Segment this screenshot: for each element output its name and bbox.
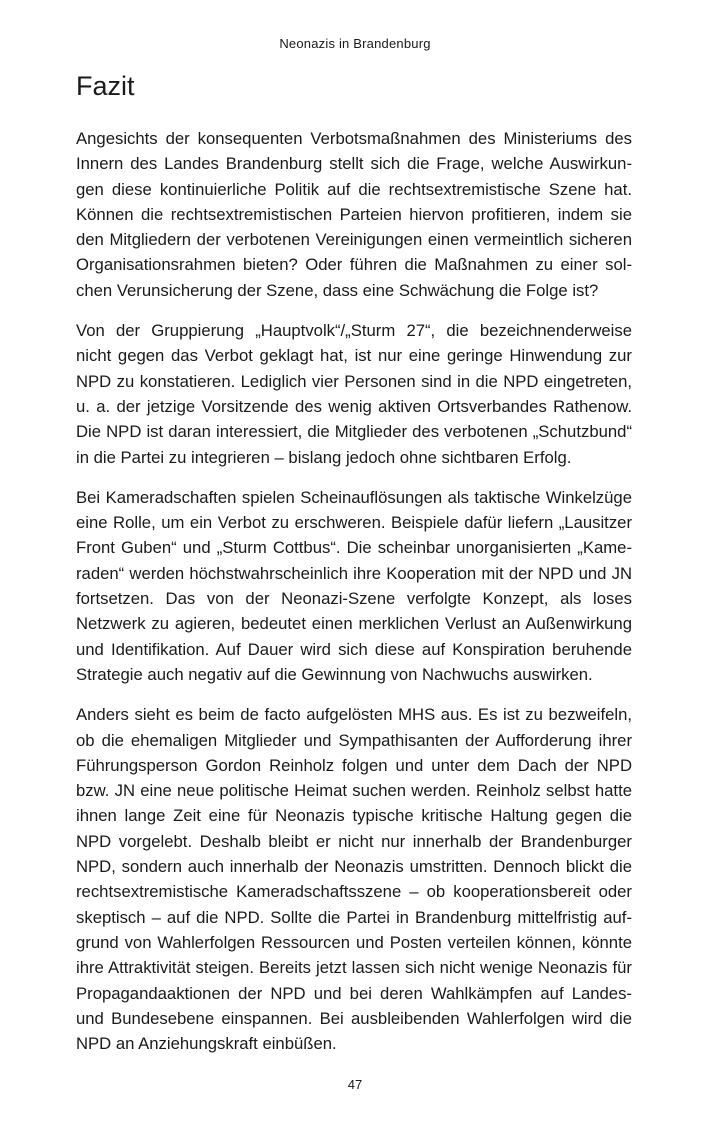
paragraph-3: Bei Kameradschaften spielen Scheinauflösungen als taktische Winkelzüge eine Rolle, um ein Verbot zu erschweren. Beispiele dafür liefern „Lausitzer Front Guben“ und „Sturm Cottbus“. Die scheinbar unorganisierten „Kameraden“ werden höchstwahrscheinlich ihre Kooperation mit der NPD und JN fortsetzen. Das von der Neonazi-Szene verfolgte Konzept, als loses Netzwerk zu agieren, bedeutet einen merklichen Verlust an Außenwirkung und Identifikation. Auf Dauer wird sich diese auf Konspiration beruhende Strategie auch negativ auf die Gewinnung von Nachwuchs auswirken. — [76, 487, 632, 684]
page-number: 47 — [347, 1077, 363, 1092]
paragraph-4: Anders sieht es beim de facto aufgelösten MHS aus. Es ist zu bezweifeln, ob die ehemaligen Mitglieder und Sympathisanten der Aufforderung ihrer Führungsperson Gordon Reinholz folgen und unter dem Dach der NPD bzw. JN eine neue politische Heimat suchen werden. Reinholz selbst hatte ihnen lange Zeit eine für Neonazis typische kritische Haltung gegen die NPD vorgelebt. Deshalb bleibt er nicht nur innerhalb der Brandenburger NPD, sondern auch innerhalb der Neonazis umstritten. Dennoch blickt die rechtsextremistische Kameradschaftsszene – ob kooperationsbereit oder skeptisch – auf die NPD. Sollte die Partei in Brandenburg mittelfristig aufgrund von Wahlerfolgen Ressourcen und Posten verteilen können, könnte ihre Attraktivität steigen. Bereits jetzt lassen sich nicht wenige Neonazis für Propagandaaktionen der NPD und bei deren Wahlkämpfen auf Landes- und Bundesebene einspannen. Bei ausbleibenden Wahlerfolgen wird die NPD an Anziehungskraft einbüßen. — [76, 705, 632, 1054]
section-title: Fazit — [76, 71, 135, 101]
paragraph-2: Von der Gruppierung „Hauptvolk“/„Sturm 27“, die bezeichnenderweise nicht gegen das Verbot geklagt hat, ist nur eine geringe Hinwendung zur NPD zu konstatieren. Lediglich vier Personen sind in die NPD eingetreten, u. a. der jetzige Vorsitzende des wenig aktiven Ortsverbandes Rathenow. Die NPD ist daran interessiert, die Mitglieder des verbotenen „Schutzbund“ in die Partei zu integrieren – bislang jedoch ohne sichtbaren Erfolg. — [76, 321, 632, 467]
running-header: Neonazis in Brandenburg — [279, 36, 431, 51]
body-text — [76, 126, 632, 1071]
paragraph-1: Angesichts der konsequenten Verbotsmaßnahmen des Ministeriums des Innern des Landes Brandenburg stellt sich die Frage, welche Auswirkungen diese kontinuierliche Politik auf die rechtsextremistische Szene hat. Können die rechtsextremistischen Parteien hiervon profitieren, indem sie den Mitgliedern der verbotenen Vereinigungen einen vermeintlich sicheren Organisationsrahmen bieten? Oder führen die Maßnahmen zu einer solchen Verunsicherung der Szene, dass eine Schwächung die Folge ist? — [76, 129, 632, 300]
